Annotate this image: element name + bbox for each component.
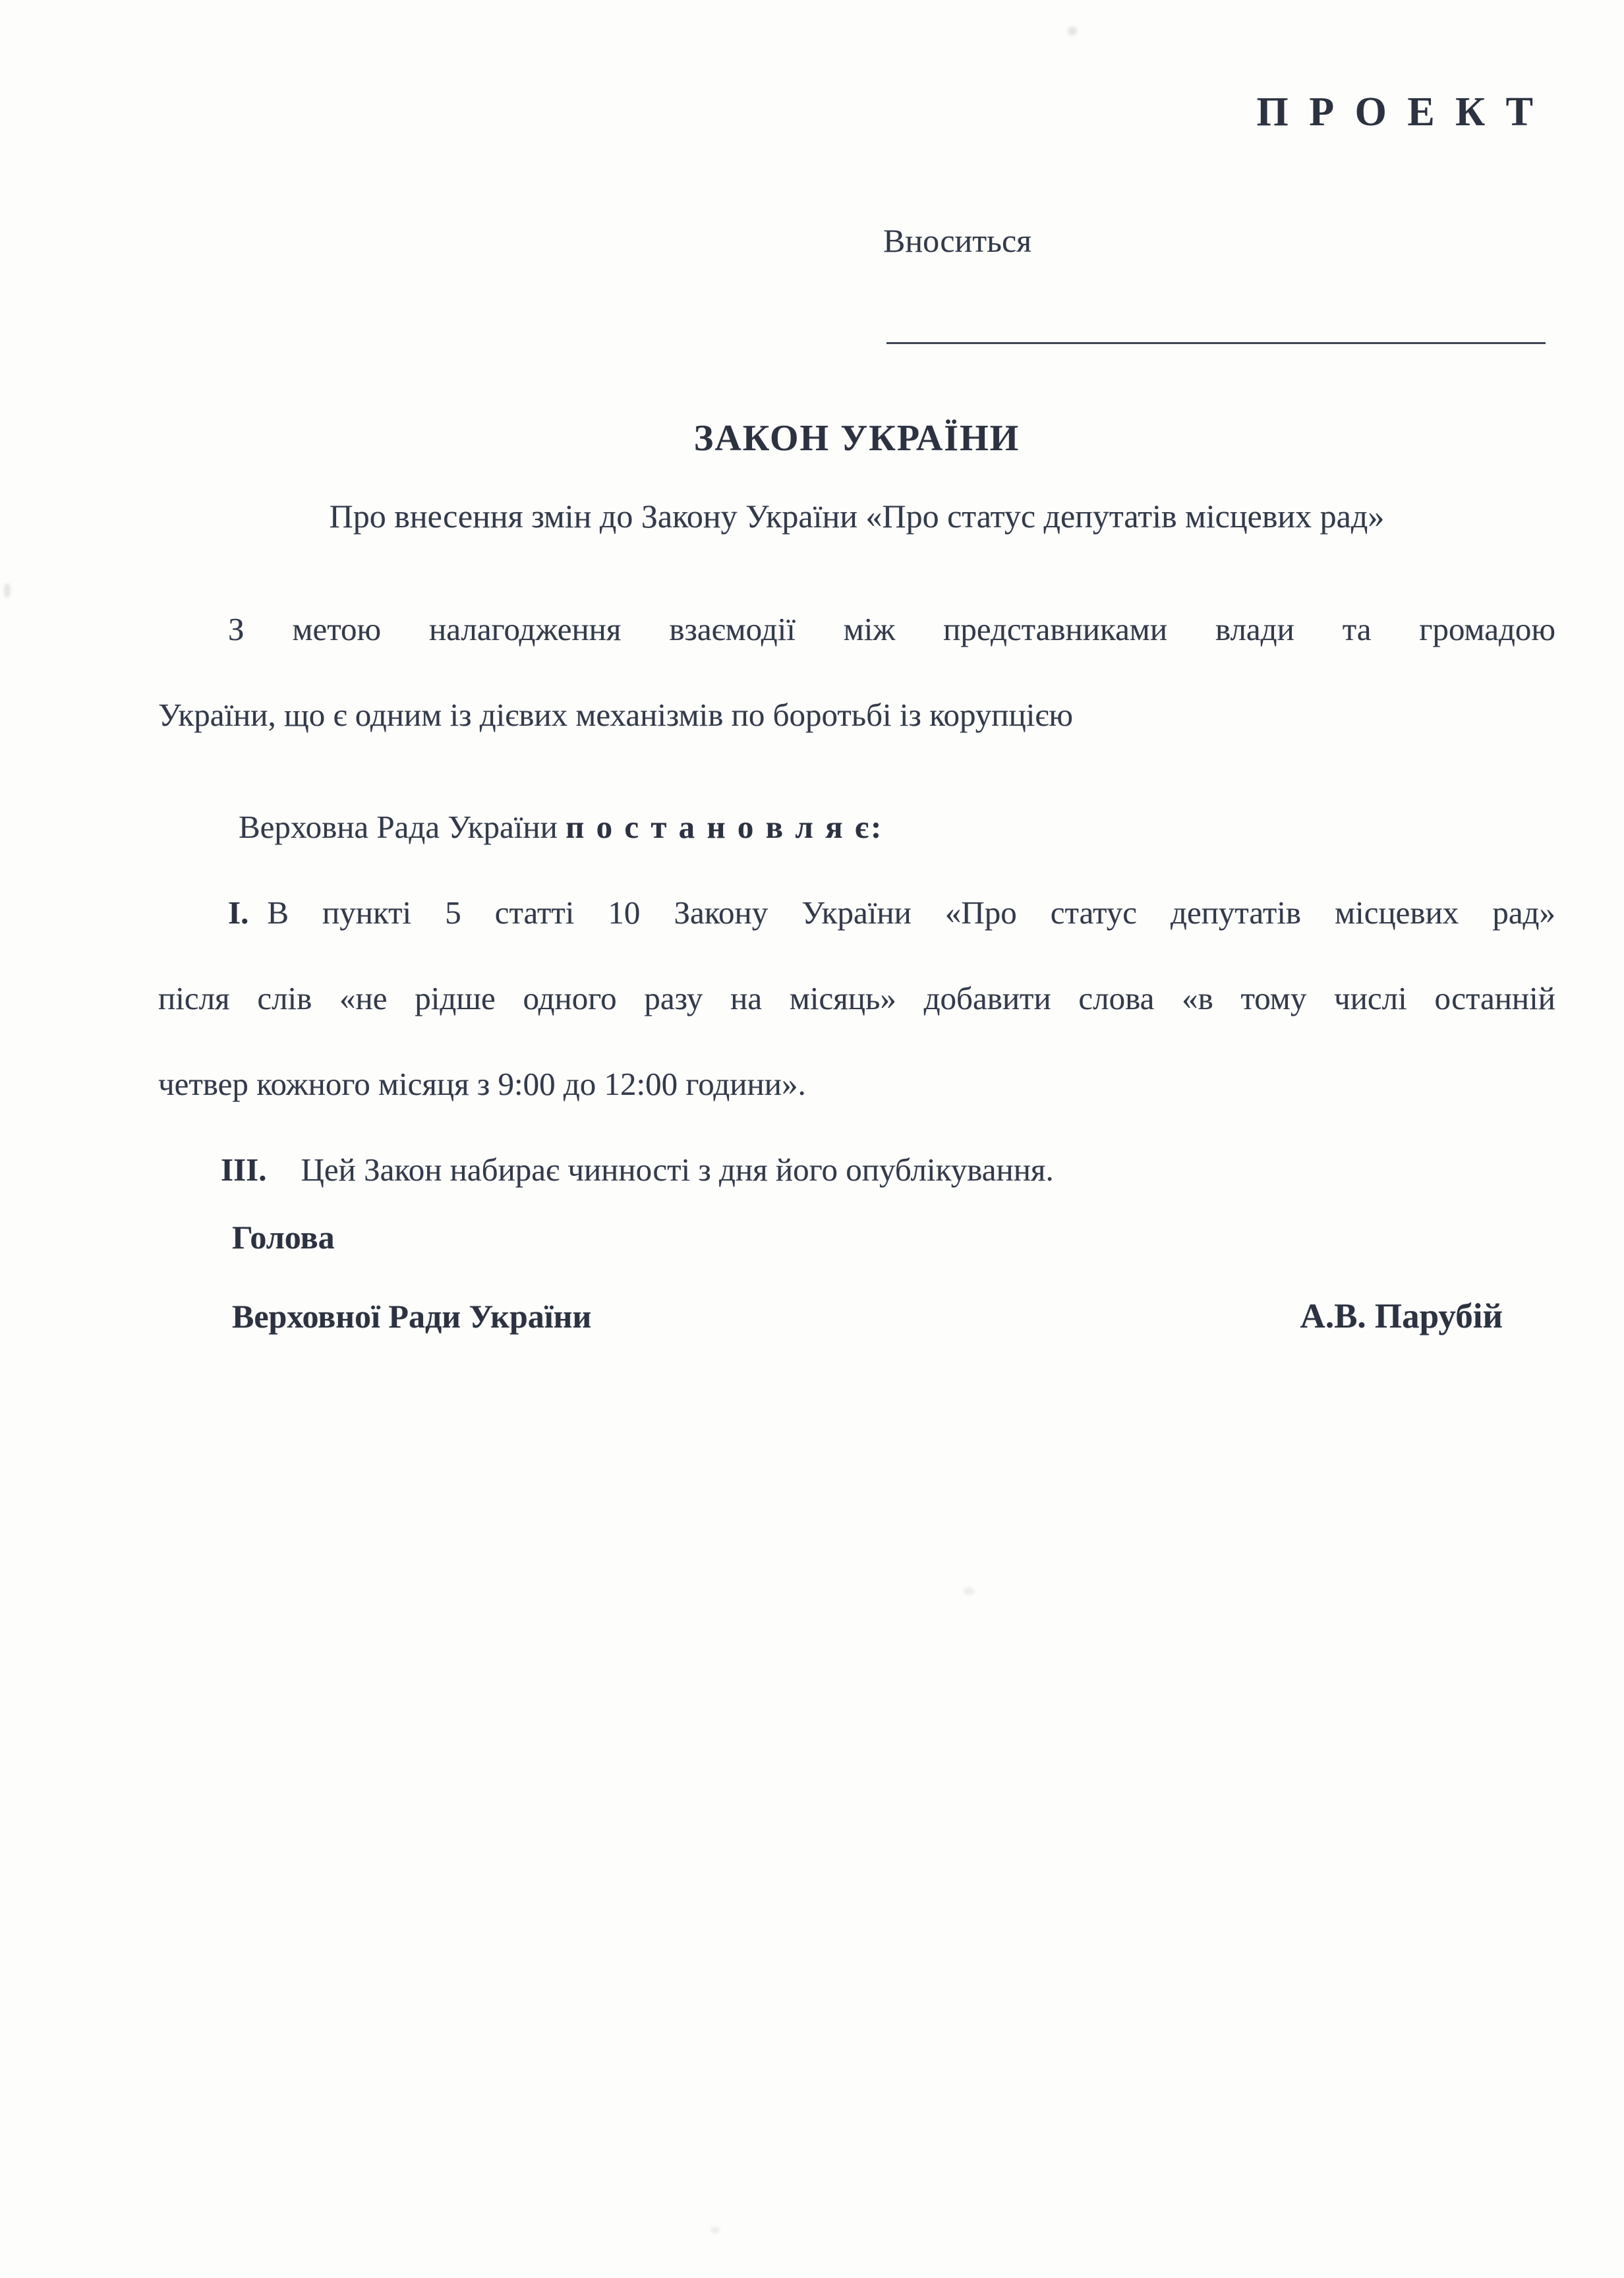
scan-artifact [964, 1587, 974, 1595]
resolution-verb: п о с т а н о в л я є: [566, 809, 884, 845]
section-3-number: ІІІ. [221, 1152, 267, 1188]
scan-artifact [4, 583, 11, 598]
submitter-blank-line [886, 342, 1546, 344]
section-1-text-1: В пункті 5 статті 10 Закону України «Про статус депутатів місцевих рад» [267, 894, 1555, 931]
signature-row [158, 1273, 1555, 1359]
section-1-line-3: четвер кожного місяця з 9:00 до 12:00 години». [158, 1066, 806, 1102]
signature-role-line-1: Голова [232, 1219, 335, 1256]
law-heading: ЗАКОН УКРАЇНИ [693, 418, 1020, 459]
signature-name: А.В. Парубій [1300, 1297, 1503, 1335]
scan-artifact [710, 2227, 720, 2233]
draft-label: П Р О Е К Т [1256, 90, 1538, 134]
submitted-label: Вноситься [883, 222, 1032, 259]
preamble-paragraph [158, 587, 1555, 758]
scan-artifact [1068, 26, 1077, 36]
preamble-line-2: України, що є одним із дієвих механізмів по боротьбі із корупцією [158, 697, 1074, 733]
section-1-line-2: після слів «не рідше одного разу на місяць» добавити слова «в тому числі останній [158, 980, 1555, 1016]
section-1-paragraph [158, 870, 1555, 1127]
preamble-line-1: З метою налагодження взаємодії між представниками влади та громадою [228, 611, 1555, 647]
resolution-prefix: Верховна Рада України [239, 809, 558, 845]
section-1-line-1 [158, 870, 1555, 956]
section-3-text: Цей Закон набирає чинності з дня його опублікування. [301, 1152, 1054, 1188]
resolution-line [158, 784, 1555, 870]
law-title: Про внесення змін до Закону України «Про статус депутатів місцевих рад» [329, 498, 1385, 535]
section-1-number: І. [228, 894, 249, 931]
signature-role-line-2: Верховної Ради України [232, 1298, 592, 1335]
